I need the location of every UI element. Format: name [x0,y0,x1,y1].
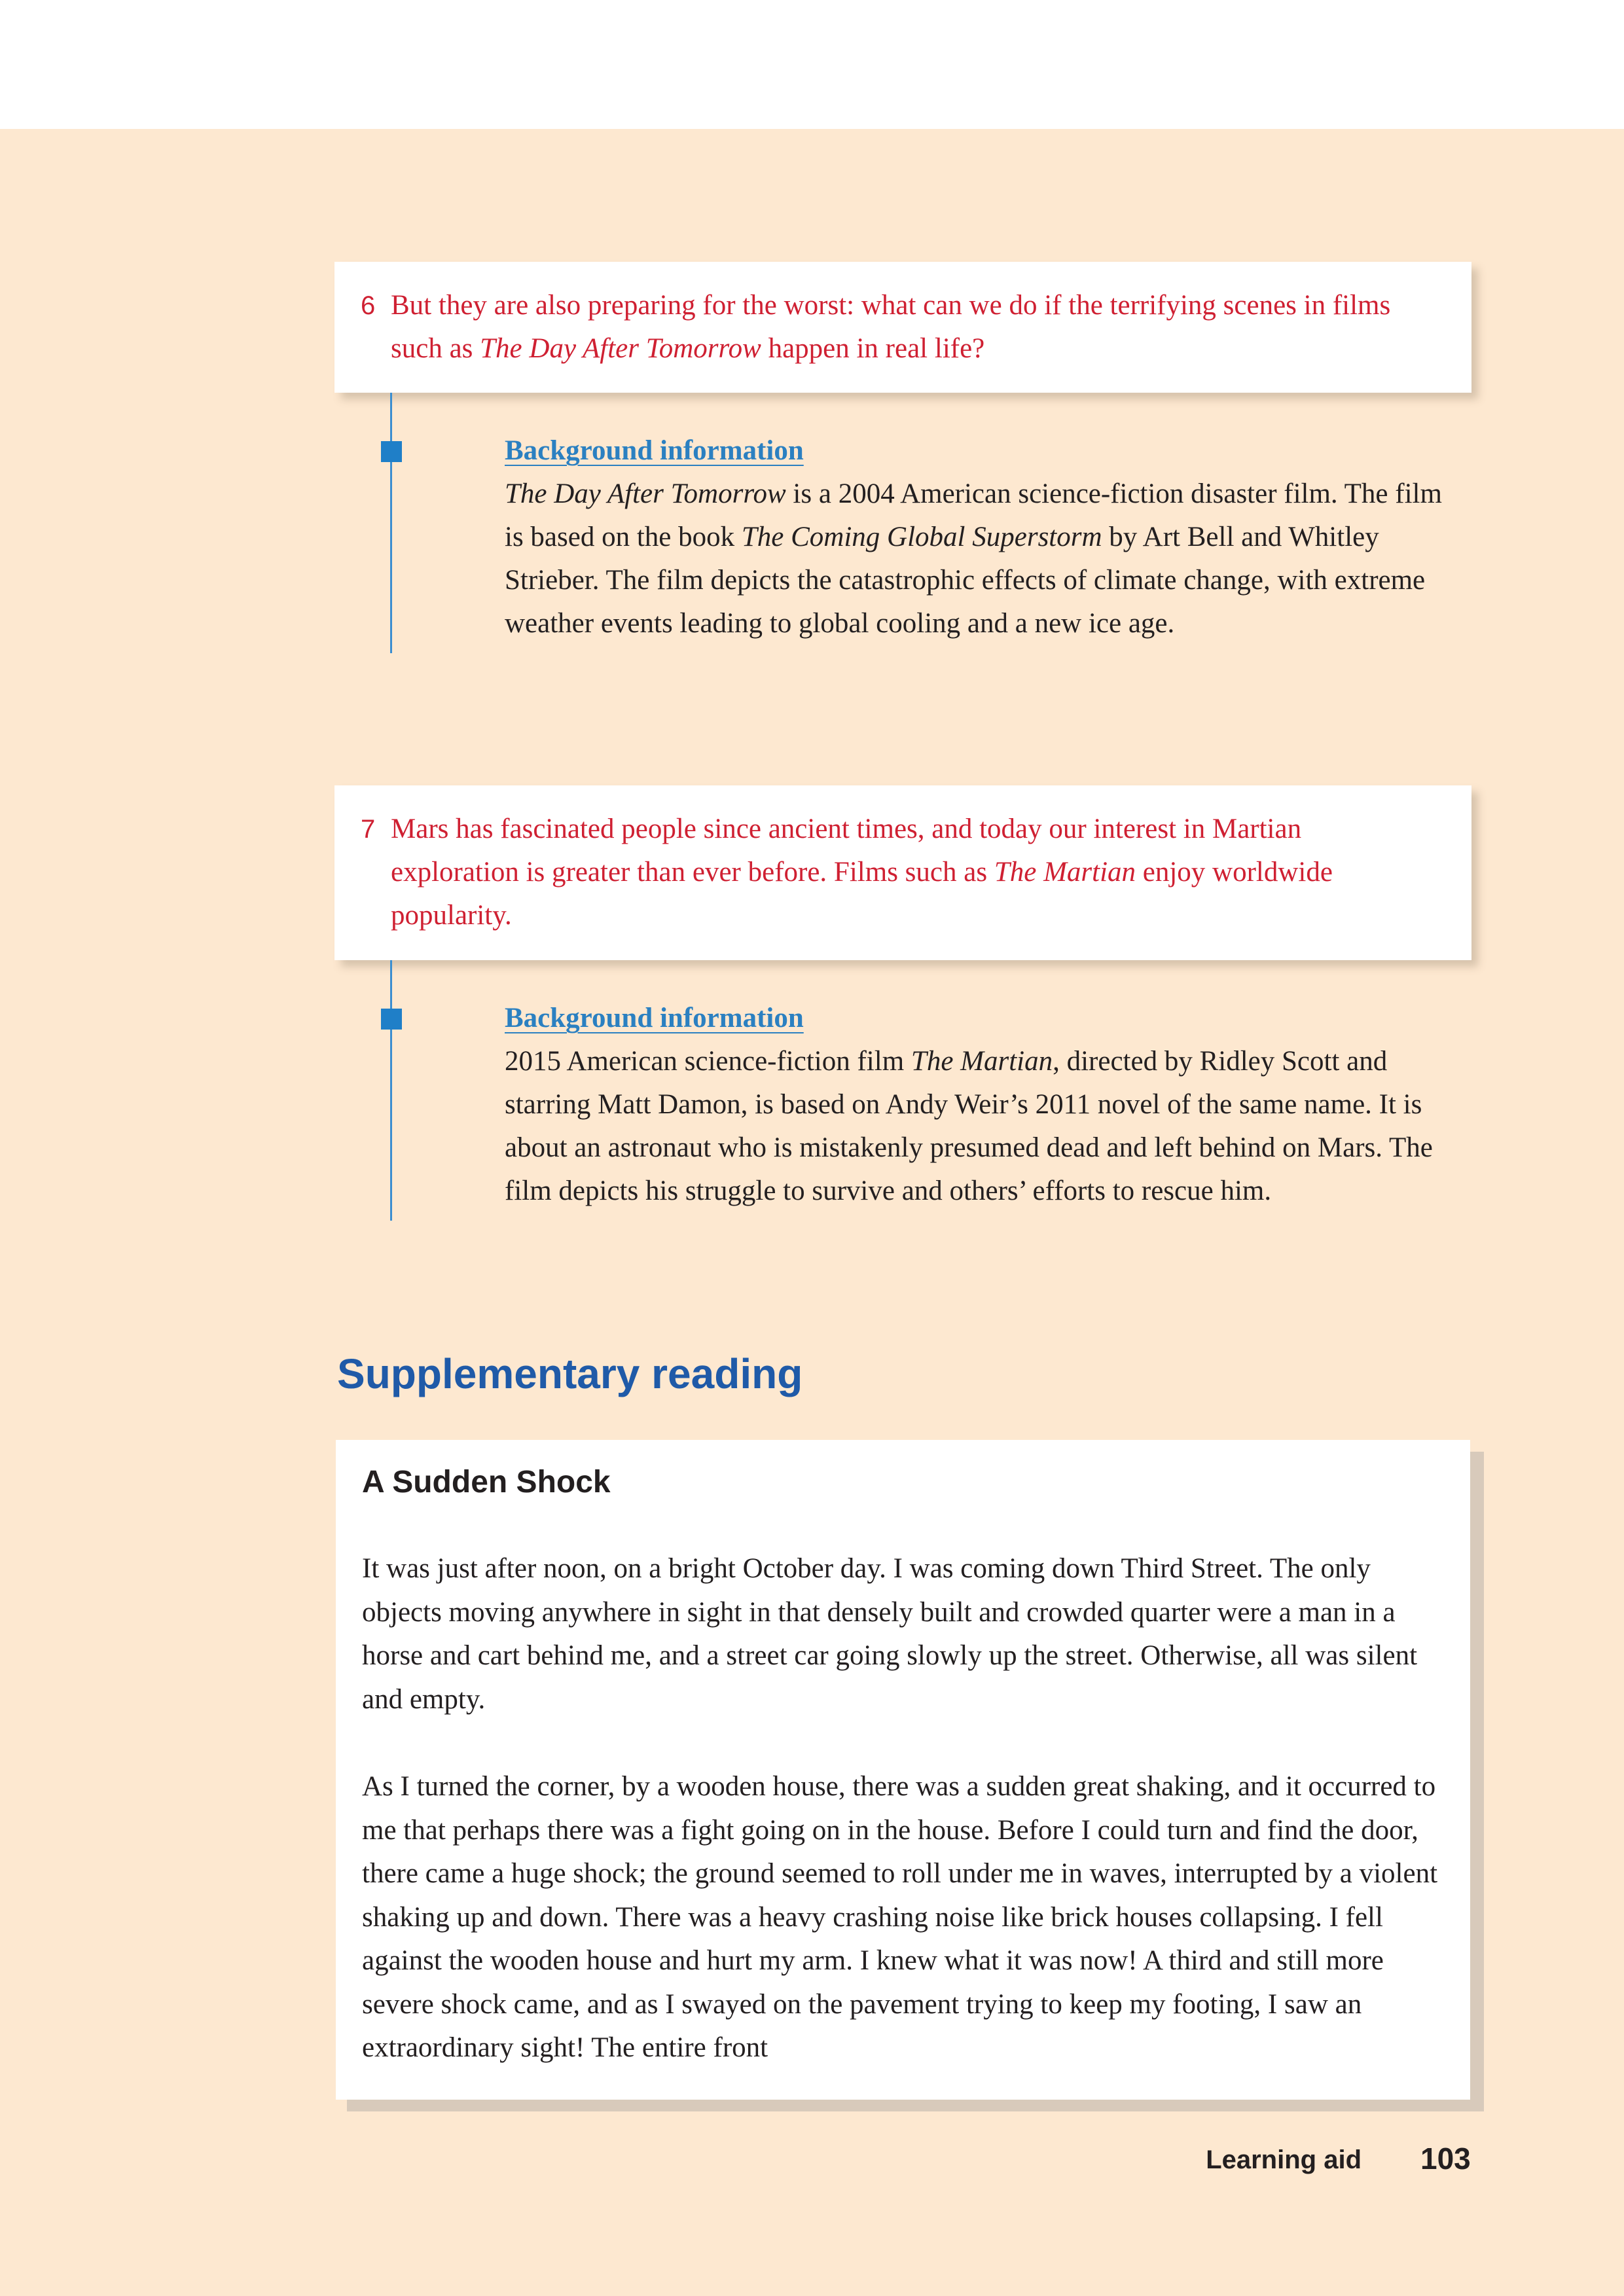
question-number: 6 [361,291,376,320]
section-heading: Supplementary reading [337,1350,803,1397]
background-connector-line [390,393,392,653]
background-info-title: Background information [505,435,804,466]
background-info-text: The Day After Tomorrow is a 2004 American science-fiction disaster film. The film is based on the book The Coming Global Superstorm by Art Bell and Whitley Strieber. The film depicts the catastrophic effects of climate change, with extreme weather events leading to global cooling and a new ice age. [505,478,1442,639]
background-info-text: 2015 American science-fiction film The Martian, directed by Ridley Scott and starring Matt Damon, is based on Andy Weir’s 2011 novel of the same name. It is about an astronaut who is mistakenly presumed dead and left behind on Mars. The film depicts his struggle to survive and others’ efforts to rescue him. [505,1046,1433,1206]
background-connector-line [390,960,392,1221]
question-text: Mars has fascinated people since ancient times, and today our interest in Martian exploration is greater than ever before. Films such as The Martian enjoy worldwide popularity. [391,814,1333,931]
background-info-block [505,997,1467,1213]
background-info-title: Background information [505,1003,804,1033]
reading-paragraph: It was just after noon, on a bright October day. I was coming down Third Street. The only objects moving anywhere in sight in that densely built and crowded quarter were a man in a horse and cart behind me, and a street car going slowly up the street. Otherwise, all was silent and empty. [362,1553,1418,1715]
background-marker [381,441,402,462]
reading-paragraph: As I turned the corner, by a wooden house, there was a sudden great shaking, and it occurred to me that perhaps there was a fight going on in the house. Before I could turn and find the door, there came a huge shock; the ground seemed to roll under me in waves, interrupted by a violent shaking up and down. There was a heavy crashing noise like brick houses collapsing. I fell against the wooden house and hurt my arm. I knew what it was now! A third and still more severe shock came, and as I swayed on the pavement trying to keep my footing, I saw an extraordinary sight! The entire front [362,1771,1438,2063]
question-number: 7 [361,815,376,844]
question-box-7 [334,785,1471,960]
question-box-6 [334,262,1471,393]
background-marker [381,1009,402,1030]
reading-title: A Sudden Shock [362,1465,611,1499]
page-number: 103 [1420,2142,1471,2176]
footer-label: Learning aid [1206,2145,1362,2174]
question-text: But they are also preparing for the worst: what can we do if the terrifying scenes in films such as The Day After Tomorrow happen in real life? [391,290,1391,364]
top-margin [0,0,1624,129]
background-info-block [505,429,1467,645]
